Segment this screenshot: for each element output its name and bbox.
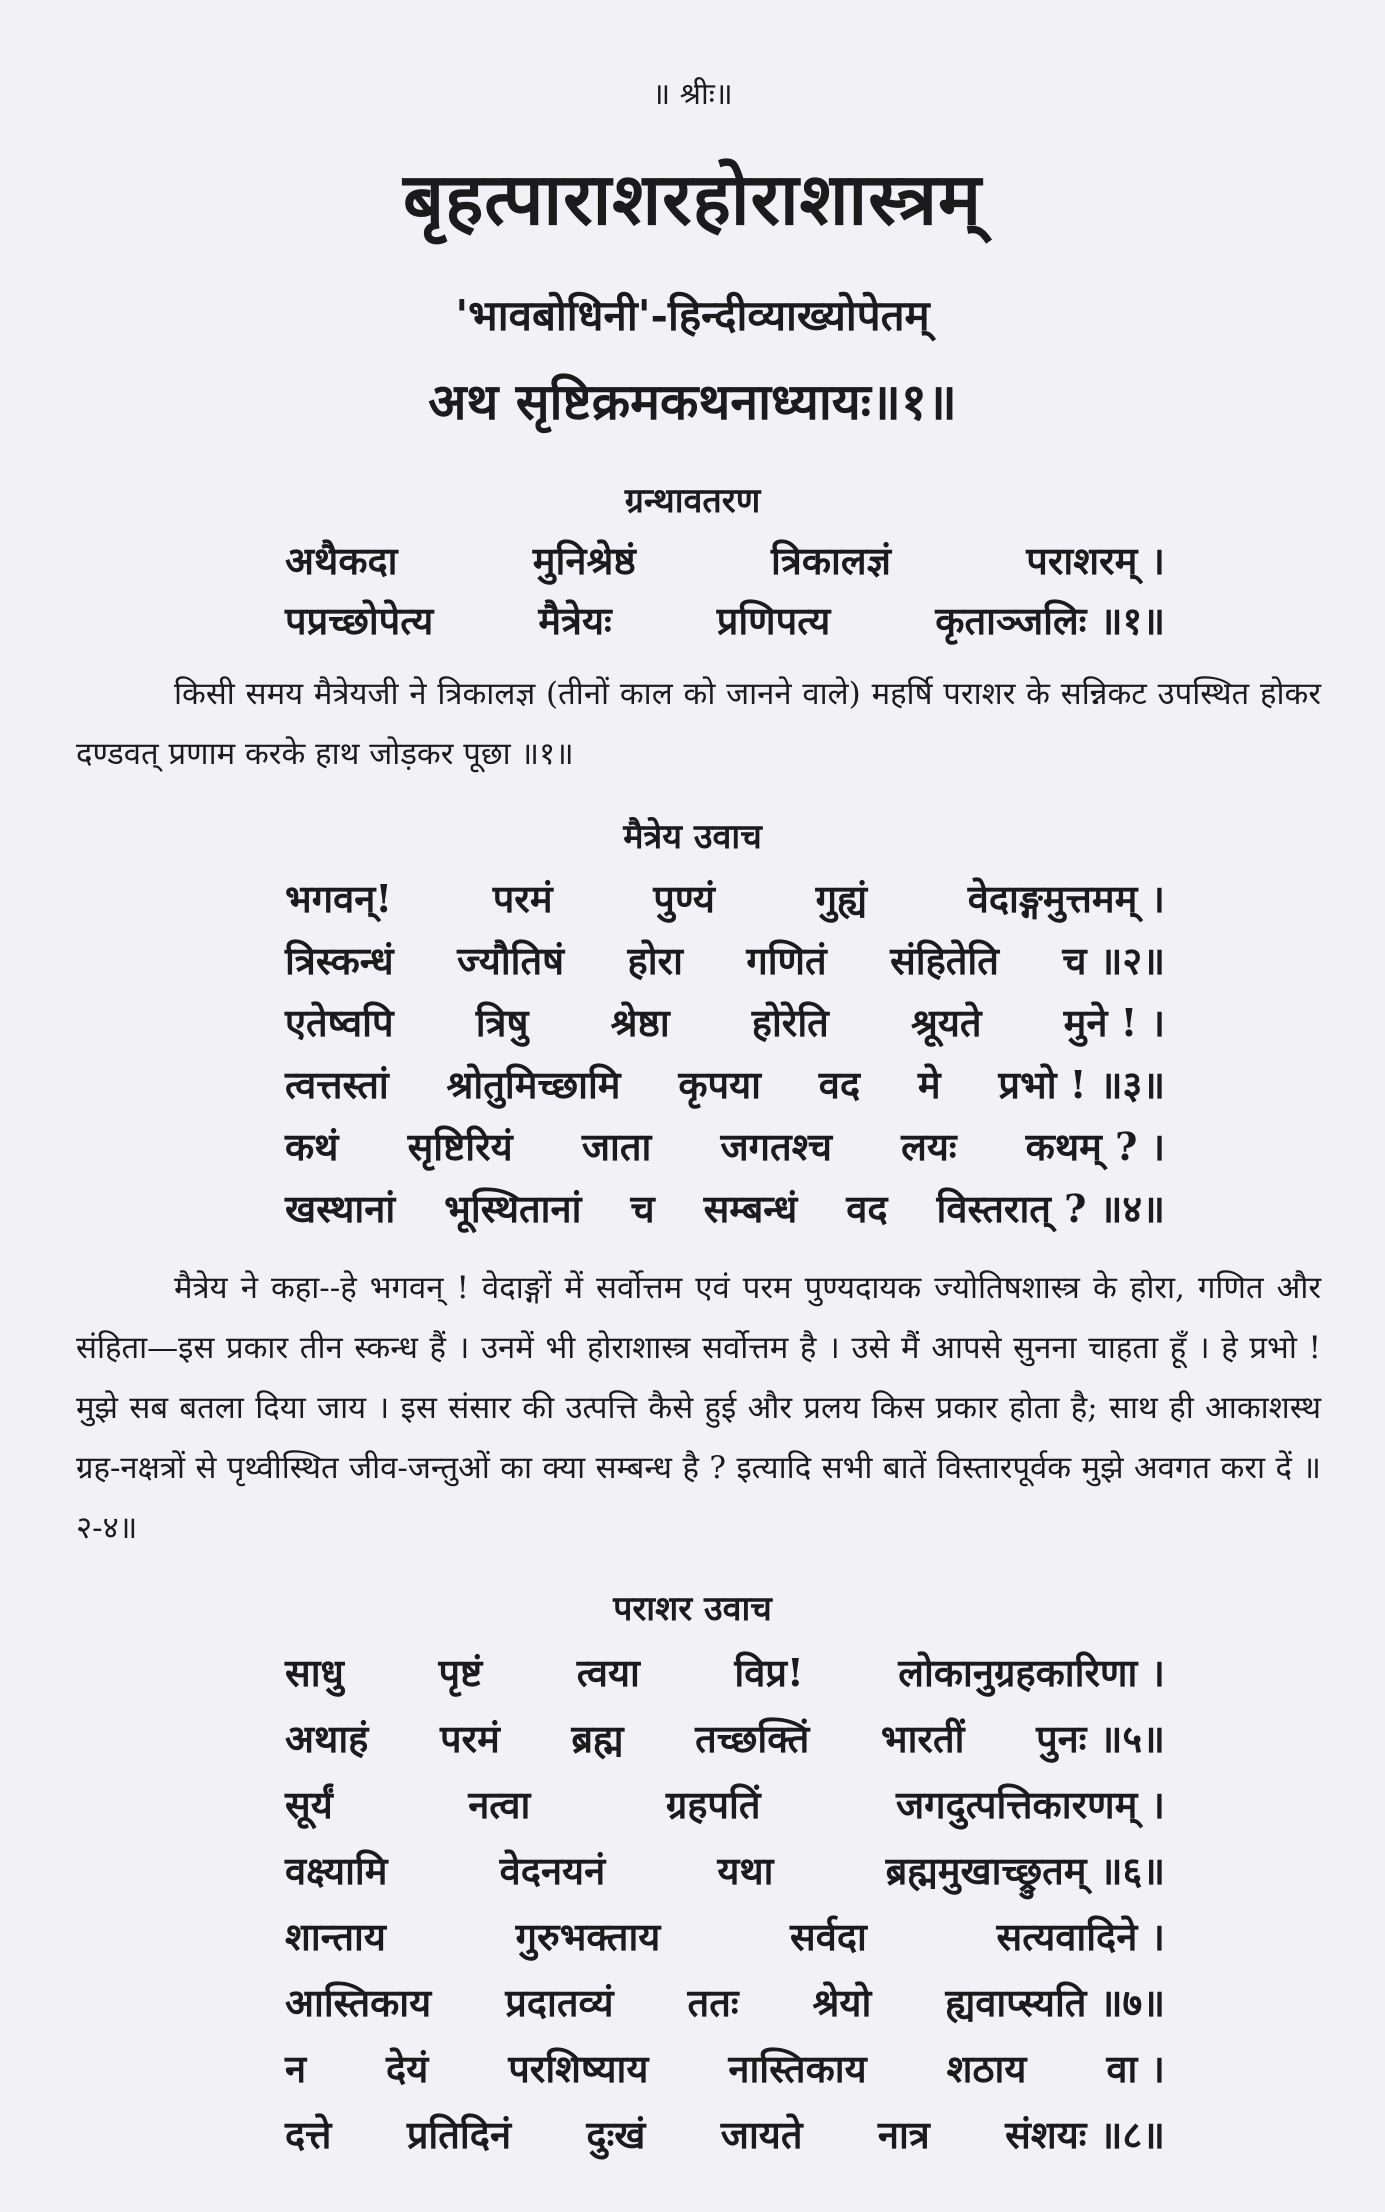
verse-word: श्रोतुमिच्छामि bbox=[446, 1062, 621, 1107]
verse-word: ह्यवाप्स्यति ॥७॥ bbox=[945, 1980, 1165, 2025]
verse-word: परमं bbox=[439, 1716, 500, 1761]
verse-word: श्रूयते bbox=[910, 1000, 982, 1045]
verse-line bbox=[285, 1120, 1165, 1172]
verse-word: वा । bbox=[1106, 2046, 1165, 2091]
verse-word: जाता bbox=[581, 1124, 652, 1169]
verse-word: ततः bbox=[687, 1980, 739, 2025]
verse-word: कथम् ? । bbox=[1025, 1124, 1165, 1169]
verse-word: अथाहं bbox=[285, 1716, 369, 1761]
verse-word: लयः bbox=[901, 1124, 957, 1169]
verse-word: प्रभो ! ॥३॥ bbox=[998, 1062, 1165, 1107]
verse-word: त्वत्तस्तां bbox=[285, 1062, 389, 1107]
verse-word: होरा bbox=[627, 938, 683, 983]
commentary-paragraph: मैत्रेय ने कहा--हे भगवन् ! वेदाङ्गों में सर्वोत्तम एवं परम पुण्यदायक ज्योतिषशास्त्र के होरा, गणित और संहिता—इस प्रकार तीन स्कन्ध हैं । उनमें भी होराशास्त्र सर्वोत्तम है । उसे मैं आपसे सुनना चाहता हूँ । हे प्रभो ! मुझे सब बतला दिया जाय । इस संसार की उत्पत्ति कैसे हुई और प्रलय किस प्रकार होता है; साथ ही आकाशस्थ ग्रह-नक्षत्रों से पृथ्वीस्थित जीव-जन्तुओं का क्या सम्बन्ध है ? इत्यादि सभी बातें विस्तारपूर्वक मुझे अवगत करा दें ॥२-४॥ bbox=[76, 1270, 1321, 1546]
verse-word: प्रदातव्यं bbox=[505, 1980, 614, 2025]
verse-word: जगदुत्पत्तिकारणम् । bbox=[895, 1782, 1165, 1827]
verse-word: शठाय bbox=[946, 2046, 1027, 2091]
verse-word: कथं bbox=[285, 1124, 339, 1169]
verse-word: पुनः ॥५॥ bbox=[1036, 1716, 1165, 1761]
chapter-title: अथ सृष्टिक्रमकथनाध्यायः॥१॥ bbox=[428, 372, 957, 431]
verse-word: खस्थानां bbox=[285, 1186, 396, 1231]
verse-word: परमं bbox=[492, 876, 553, 921]
verse-line bbox=[285, 1976, 1165, 2028]
verse-word: विस्तरात् ? ॥४॥ bbox=[936, 1186, 1165, 1231]
verse-line bbox=[285, 534, 1165, 586]
verse-word: ज्यौतिषं bbox=[457, 938, 565, 983]
verse-word: लोकानुग्रहकारिणा । bbox=[898, 1650, 1165, 1695]
verse-word: सत्यवादिने । bbox=[996, 1914, 1165, 1959]
verse-word: ग्रहपतिं bbox=[665, 1782, 761, 1827]
verse-word: दत्ते bbox=[285, 2112, 332, 2157]
book-title: बृहत्पाराशरहोराशास्त्रम् bbox=[402, 156, 983, 241]
verse-word: भगवन्! bbox=[285, 876, 393, 921]
verse-word: विप्र! bbox=[734, 1650, 804, 1695]
commentary-paragraph: किसी समय मैत्रेयजी ने त्रिकालज्ञ (तीनों काल को जानने वाले) महर्षि पराशर के सन्निकट उपस्थित होकर दण्डवत् प्रणाम करके हाथ जोड़कर पूछा ॥१॥ bbox=[76, 676, 1321, 772]
verse-word: देयं bbox=[386, 2046, 429, 2091]
verse-word: श्रेष्ठा bbox=[610, 1000, 670, 1045]
verse-word: मैत्रेयः bbox=[538, 598, 612, 643]
verse-word: संशयः ॥८॥ bbox=[1005, 2112, 1165, 2157]
verse-word: गुह्यं bbox=[815, 876, 867, 921]
verse-word: भारतीं bbox=[880, 1716, 965, 1761]
verse-word: शान्ताय bbox=[285, 1914, 386, 1959]
verse-word: सूर्यं bbox=[285, 1782, 333, 1827]
verse-word: त्रिषु bbox=[475, 1000, 529, 1045]
verse-word: आस्तिकाय bbox=[285, 1980, 432, 2025]
verse-line bbox=[285, 1646, 1165, 1698]
verse-word: नात्र bbox=[877, 2112, 930, 2157]
verse-line bbox=[285, 1058, 1165, 1110]
verse-word: अथैकदा bbox=[285, 538, 398, 583]
verse-word: त्रिस्कन्धं bbox=[285, 938, 394, 983]
verse-line bbox=[285, 1182, 1165, 1234]
verse-word: साधु bbox=[285, 1650, 344, 1695]
verse-word: त्वया bbox=[576, 1650, 640, 1695]
verse-word: त्रिकालज्ञं bbox=[771, 538, 891, 583]
verse-line bbox=[285, 934, 1165, 986]
verse-line bbox=[285, 1910, 1165, 1962]
verse-word: यथा bbox=[717, 1848, 774, 1893]
section-heading: ग्रन्थावतरण bbox=[624, 481, 761, 521]
verse-word: वक्ष्यामि bbox=[285, 1848, 388, 1893]
verse-word: संहितेति bbox=[890, 938, 999, 983]
verse-line bbox=[285, 1778, 1165, 1830]
verse-word: परशिष्याय bbox=[508, 2046, 649, 2091]
verse-line bbox=[285, 1844, 1165, 1896]
verse-word: पुण्यं bbox=[653, 876, 715, 921]
verse-word: वद bbox=[818, 1062, 861, 1107]
commentary-subtitle: 'भावबोधिनी'-हिन्दीव्याख्योपेतम् bbox=[455, 291, 930, 340]
verse-word: सृष्टिरियं bbox=[407, 1124, 513, 1169]
verse-word: भूस्थितानां bbox=[444, 1186, 582, 1231]
verse-word: पराशरम् । bbox=[1026, 538, 1165, 583]
verse-word: सर्वदा bbox=[790, 1914, 867, 1959]
verse-word: ब्रह्म bbox=[571, 1716, 624, 1761]
verse-word: मुने ! । bbox=[1063, 1000, 1165, 1045]
verse-word: वेदनयनं bbox=[499, 1848, 606, 1893]
verse-word: एतेष्वपि bbox=[285, 1000, 394, 1045]
verse-line bbox=[285, 594, 1165, 646]
verse-word: न bbox=[285, 2046, 307, 2091]
verse-line bbox=[285, 872, 1165, 924]
verse-word: होरेति bbox=[751, 1000, 829, 1045]
verse-word: प्रतिदिनं bbox=[406, 2112, 512, 2157]
verse-line bbox=[285, 1712, 1165, 1764]
verse-word: ब्रह्ममुखाच्छ्रुतम् ॥६॥ bbox=[885, 1848, 1165, 1893]
verse-word: जगतश्च bbox=[720, 1124, 832, 1169]
verse-word: नत्वा bbox=[468, 1782, 531, 1827]
verse-word: गणितं bbox=[746, 938, 827, 983]
verse-word: पप्रच्छोपेत्य bbox=[285, 598, 434, 643]
verse-line bbox=[285, 996, 1165, 1048]
verse-word: तच्छक्तिं bbox=[695, 1716, 810, 1761]
verse-line bbox=[285, 2042, 1165, 2094]
verse-word: मे bbox=[917, 1062, 941, 1107]
verse-word: जायते bbox=[720, 2112, 803, 2157]
verse-word: प्रणिपत्य bbox=[716, 598, 831, 643]
verse-word: वद bbox=[846, 1186, 888, 1231]
verse-word: वेदाङ्गमुत्तमम् । bbox=[967, 876, 1165, 921]
verse-word: च ॥२॥ bbox=[1062, 938, 1165, 983]
verse-word: पृष्टं bbox=[438, 1650, 483, 1695]
verse-word: च bbox=[630, 1186, 655, 1231]
invocation: ॥ श्रीः॥ bbox=[652, 77, 733, 112]
section-heading: मैत्रेय उवाच bbox=[623, 817, 762, 857]
verse-word: दुःखं bbox=[586, 2112, 646, 2157]
verse-word: मुनिश्रेष्ठं bbox=[532, 538, 636, 583]
verse-word: सम्बन्धं bbox=[703, 1186, 798, 1231]
verse-word: श्रेयो bbox=[812, 1980, 872, 2025]
section-heading: पराशर उवाच bbox=[613, 1589, 772, 1629]
verse-word: कृताञ्जलिः ॥१॥ bbox=[935, 598, 1165, 643]
verse-word: गुरुभक्ताय bbox=[515, 1914, 661, 1959]
verse-line bbox=[285, 2108, 1165, 2160]
verse-word: कृपया bbox=[678, 1062, 761, 1107]
verse-word: नास्तिकाय bbox=[728, 2046, 867, 2091]
